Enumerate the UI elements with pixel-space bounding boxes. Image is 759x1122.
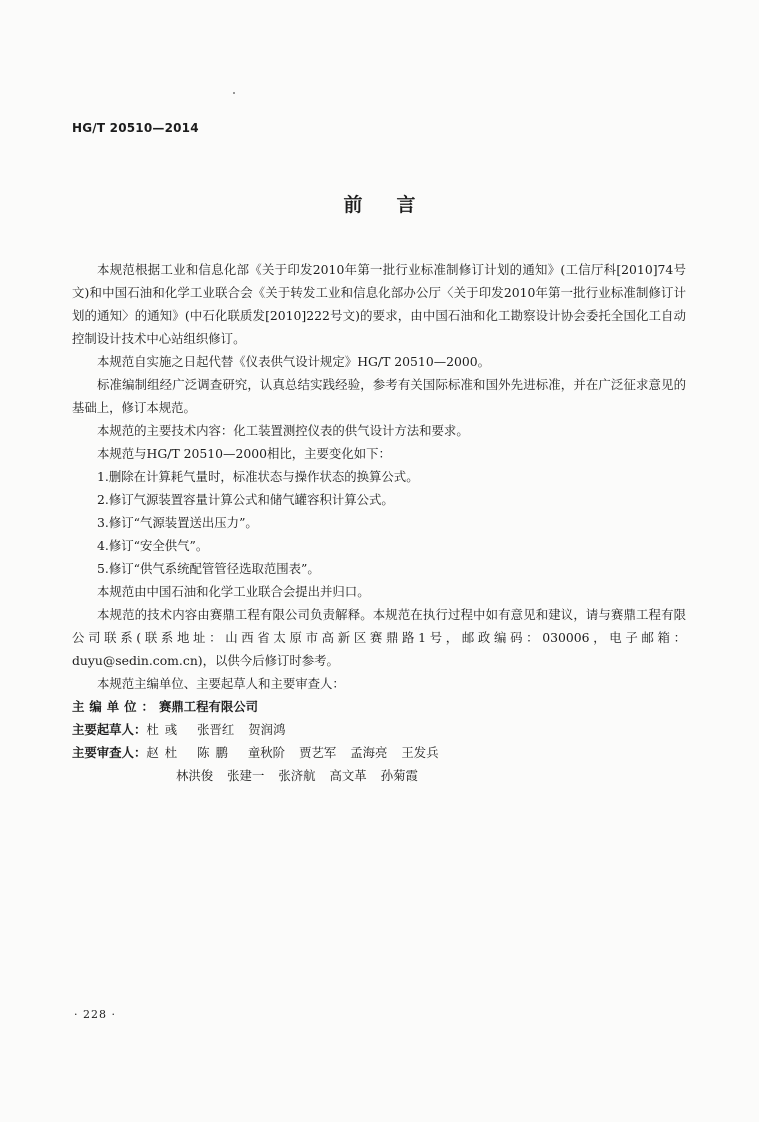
reviewers-row [72,741,686,764]
drafter-name: 张晋红 [197,722,235,737]
reviewers-label: 主要审查人： [72,745,147,760]
chief-unit-value: 赛鼎工程有限公司 [158,699,259,714]
reviewer-name: 童秋阶 [247,745,286,760]
reviewer-name: 高文革 [329,768,367,783]
standard-code: HG/T 20510—2014 [72,121,199,135]
drafter-name: 杜彧 [146,722,184,737]
reviewers-row-continued [72,764,686,787]
reviewer-name: 孟海亮 [350,745,388,760]
reviewer-name: 陈鹏 [197,745,234,760]
paragraph-credits-intro: 本规范主编单位、主要起草人和主要审查人： [97,676,345,691]
preface-body [72,258,686,787]
change-item-2: 2.修订气源装置容量计算公式和储气罐容积计算公式。 [97,492,394,507]
drafters-label: 主要起草人： [72,722,147,737]
reviewer-name: 张济航 [278,768,316,783]
change-item-5: 5.修订“供气系统配管管径选取范围表”。 [97,561,320,576]
chief-unit-label: 主编单位： [72,699,159,714]
paragraph-compilation: 标准编制组经广泛调查研究，认真总结实践经验，参考有关国际标准和国外先进标准，并在广泛征求意见的基础上，修订本规范。 [72,377,686,415]
chief-unit-row [72,695,686,718]
reviewer-name: 张建一 [227,768,265,783]
scan-speck [233,92,235,94]
change-item-4: 4.修订“安全供气”。 [97,538,209,553]
paragraph-replaces: 本规范自实施之日起代替《仪表供气设计规定》HG/T 20510—2000。 [97,354,491,369]
reviewer-name: 赵杜 [146,745,184,760]
paragraph-proposer: 本规范由中国石油和化学工业联合会提出并归口。 [97,584,370,599]
paragraph-changes-intro: 本规范与HG/T 20510—2000相比，主要变化如下： [97,446,391,461]
page-title: 前言 [343,194,450,216]
paragraph-main-content: 本规范的主要技术内容：化工装置测控仪表的供气设计方法和要求。 [97,423,469,438]
reviewer-name: 王发兵 [401,745,439,760]
page-number: · 228 · [74,1008,116,1021]
reviewer-name: 林洪俊 [176,768,214,783]
drafter-name: 贺润鸿 [248,722,286,737]
paragraph-interpretation: 本规范的技术内容由赛鼎工程有限公司负责解释。本规范在执行过程中如有意见和建议，请与赛鼎工程有限公司联系(联系地址：山西省太原市高新区赛鼎路1号，邮政编码：030006，电子邮箱：duyu@sedin.com.cn)，以供今后修订时参考。 [72,607,686,668]
reviewer-name: 贾艺军 [299,745,337,760]
drafters-row [72,718,686,741]
reviewer-name: 孙菊霞 [380,768,418,783]
paragraph-basis: 本规范根据工业和信息化部《关于印发2010年第一批行业标准制修订计划的通知》(工信厅科[2010]74号文)和中国石油和化学工业联合会《关于转发工业和信息化部办公厅〈关于印发2010年第一批行业标准制修订计划的通知〉的通知》(中石化联质发[2010]222号文)的要求，由中国石油和化工勘察设计协会委托全国化工自动控制设计技术中心站组织修订。 [72,262,686,346]
change-item-3: 3.修订“气源装置送出压力”。 [97,515,258,530]
change-item-1: 1.删除在计算耗气量时，标准状态与操作状态的换算公式。 [97,469,419,484]
